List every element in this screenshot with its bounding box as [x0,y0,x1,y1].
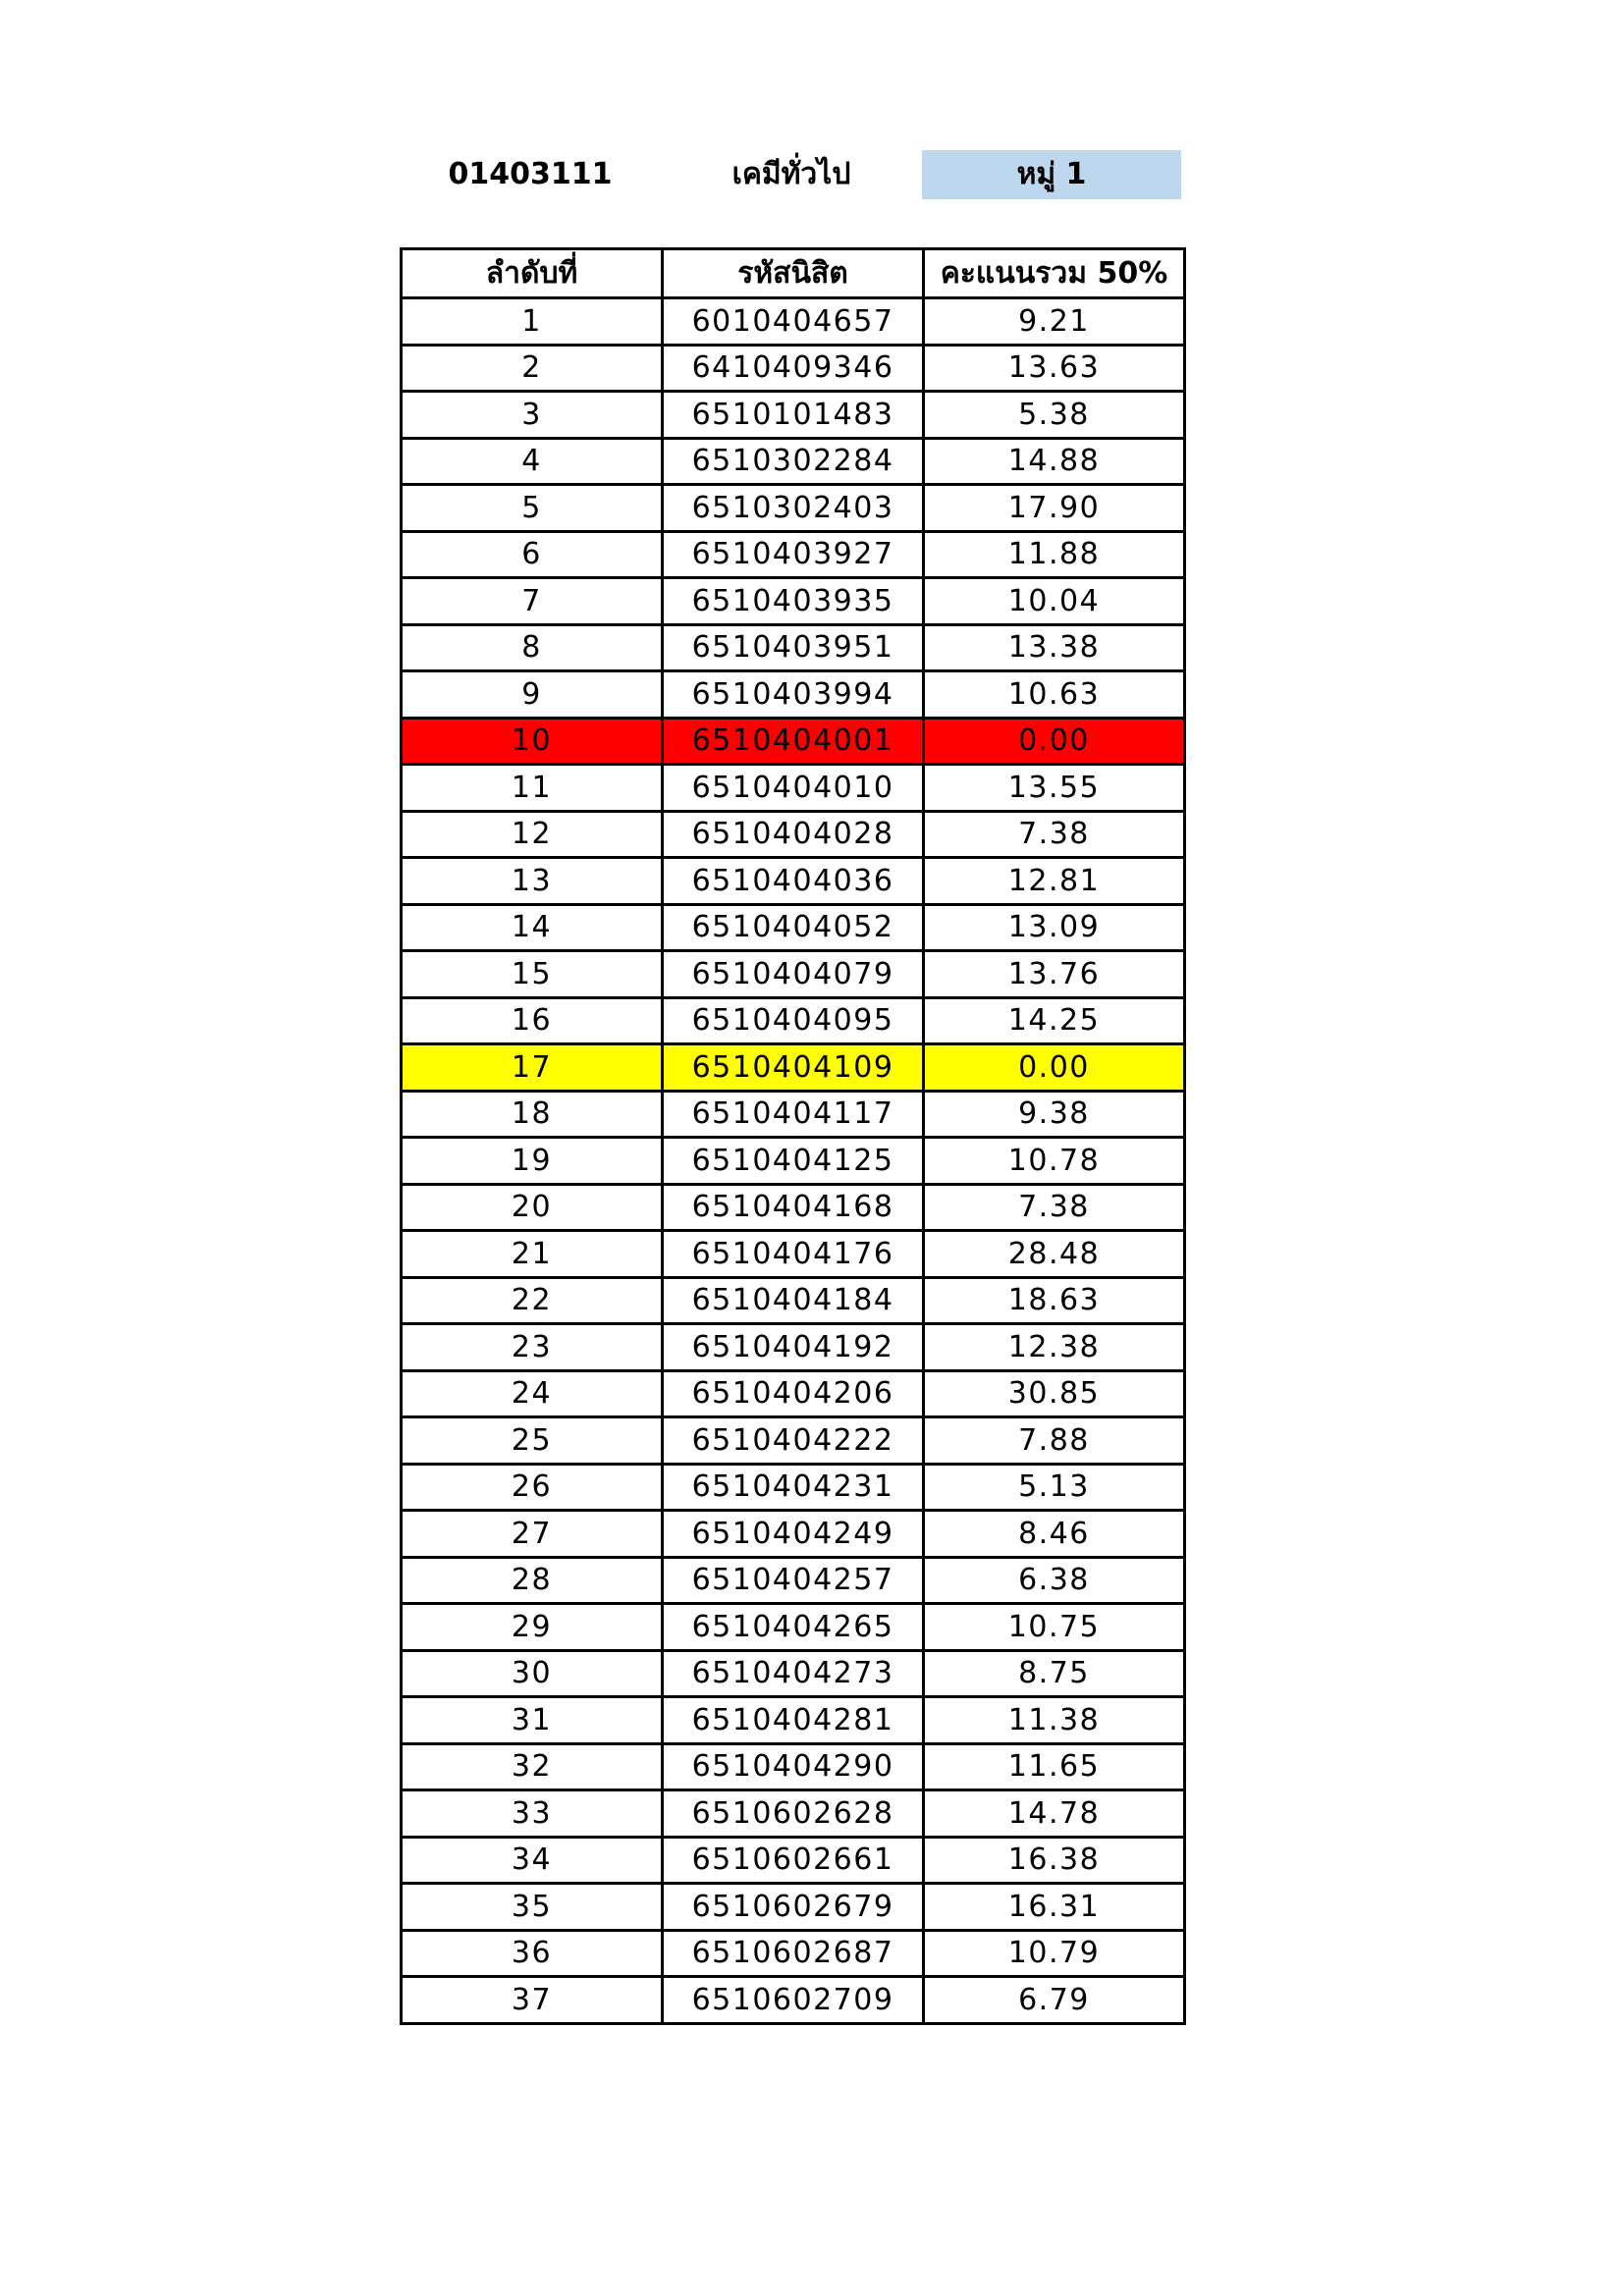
cell-order: 2 [402,345,663,392]
cell-total-score: 6.79 [924,1977,1185,2024]
table-row [402,1277,1185,1324]
cell-order: 37 [402,1977,663,2024]
cell-order: 25 [402,1417,663,1465]
cell-total-score: 10.75 [924,1604,1185,1651]
table-row [402,1370,1185,1417]
cell-order: 19 [402,1138,663,1185]
cell-student-id: 6510403935 [663,578,924,625]
cell-total-score: 8.46 [924,1511,1185,1558]
cell-student-id: 6510404273 [663,1650,924,1697]
cell-student-id: 6510404125 [663,1138,924,1185]
table-header-row [402,249,1185,298]
cell-total-score: 7.38 [924,1184,1185,1231]
table-row [402,718,1185,765]
table-row [402,1324,1185,1371]
table-row [402,485,1185,532]
cell-total-score: 0.00 [924,718,1185,765]
table-row [402,671,1185,719]
cell-total-score: 7.88 [924,1417,1185,1465]
cell-order: 13 [402,858,663,905]
cell-student-id: 6510404095 [663,997,924,1044]
cell-student-id: 6510602628 [663,1790,924,1838]
cell-order: 4 [402,438,663,485]
cell-total-score: 13.76 [924,951,1185,998]
cell-student-id: 6510404176 [663,1231,924,1278]
cell-student-id: 6510404168 [663,1184,924,1231]
cell-order: 36 [402,1930,663,1977]
table-row [402,1884,1185,1931]
table-row [402,438,1185,485]
cell-total-score: 10.04 [924,578,1185,625]
table-row [402,997,1185,1044]
section-label: หมู่ 1 [922,150,1181,199]
table-body [402,298,1185,2024]
table-row [402,624,1185,671]
table-row [402,531,1185,578]
cell-order: 11 [402,765,663,812]
cell-order: 12 [402,811,663,858]
table-row [402,578,1185,625]
column-header-total-score: คะแนนรวม 50% [924,249,1185,298]
table-row [402,1697,1185,1744]
cell-order: 27 [402,1511,663,1558]
cell-student-id: 6510404265 [663,1604,924,1651]
cell-order: 26 [402,1464,663,1511]
cell-order: 20 [402,1184,663,1231]
cell-order: 30 [402,1650,663,1697]
cell-order: 16 [402,997,663,1044]
cell-order: 23 [402,1324,663,1371]
cell-student-id: 6510602661 [663,1837,924,1884]
cell-total-score: 16.31 [924,1884,1185,1931]
table-row [402,811,1185,858]
cell-order: 15 [402,951,663,998]
cell-order: 24 [402,1370,663,1417]
cell-student-id: 6510404184 [663,1277,924,1324]
cell-order: 3 [402,392,663,439]
table-row [402,904,1185,951]
cell-order: 21 [402,1231,663,1278]
cell-student-id: 6510404281 [663,1697,924,1744]
column-header-order: ลำดับที่ [402,249,663,298]
cell-total-score: 17.90 [924,485,1185,532]
cell-student-id: 6510404001 [663,718,924,765]
table-row [402,1184,1185,1231]
cell-order: 33 [402,1790,663,1838]
cell-total-score: 13.63 [924,345,1185,392]
cell-student-id: 6510101483 [663,392,924,439]
cell-student-id: 6510602679 [663,1884,924,1931]
cell-total-score: 12.81 [924,858,1185,905]
table-row [402,1417,1185,1465]
cell-total-score: 11.38 [924,1697,1185,1744]
cell-student-id: 6510404036 [663,858,924,905]
cell-total-score: 9.38 [924,1091,1185,1138]
table-row [402,951,1185,998]
cell-order: 5 [402,485,663,532]
cell-student-id: 6510302284 [663,438,924,485]
table-row [402,392,1185,439]
cell-total-score: 14.88 [924,438,1185,485]
table-row [402,1743,1185,1790]
cell-order: 31 [402,1697,663,1744]
cell-student-id: 6510404206 [663,1370,924,1417]
table-row [402,1604,1185,1651]
course-code: 01403111 [448,157,613,191]
table-row [402,1930,1185,1977]
cell-total-score: 12.38 [924,1324,1185,1371]
cell-total-score: 28.48 [924,1231,1185,1278]
cell-student-id: 6510404249 [663,1511,924,1558]
table-row [402,858,1185,905]
table-row [402,1837,1185,1884]
table-row [402,1790,1185,1838]
cell-total-score: 6.38 [924,1557,1185,1604]
cell-student-id: 6510404231 [663,1464,924,1511]
cell-order: 10 [402,718,663,765]
cell-order: 14 [402,904,663,951]
cell-student-id: 6010404657 [663,298,924,346]
cell-order: 1 [402,298,663,346]
table-row [402,1464,1185,1511]
cell-order: 22 [402,1277,663,1324]
cell-order: 7 [402,578,663,625]
cell-total-score: 13.55 [924,765,1185,812]
cell-student-id: 6510404079 [663,951,924,998]
cell-total-score: 10.79 [924,1930,1185,1977]
cell-student-id: 6510302403 [663,485,924,532]
cell-total-score: 7.38 [924,811,1185,858]
cell-student-id: 6510403951 [663,624,924,671]
cell-order: 29 [402,1604,663,1651]
cell-student-id: 6510404222 [663,1417,924,1465]
cell-order: 6 [402,531,663,578]
cell-total-score: 16.38 [924,1837,1185,1884]
course-name: เคมีทั่วไป [731,157,851,191]
cell-order: 18 [402,1091,663,1138]
cell-total-score: 8.75 [924,1650,1185,1697]
cell-total-score: 5.13 [924,1464,1185,1511]
table-row [402,1138,1185,1185]
cell-total-score: 13.38 [924,624,1185,671]
cell-total-score: 14.25 [924,997,1185,1044]
table-row [402,1650,1185,1697]
cell-student-id: 6510404192 [663,1324,924,1371]
score-table [400,247,1186,2025]
cell-student-id: 6510404257 [663,1557,924,1604]
cell-total-score: 10.63 [924,671,1185,719]
table-row [402,1044,1185,1092]
cell-total-score: 30.85 [924,1370,1185,1417]
cell-total-score: 0.00 [924,1044,1185,1092]
table-row [402,1091,1185,1138]
table-row [402,1511,1185,1558]
cell-order: 8 [402,624,663,671]
cell-student-id: 6510404117 [663,1091,924,1138]
cell-total-score: 5.38 [924,392,1185,439]
cell-student-id: 6510403994 [663,671,924,719]
cell-student-id: 6510404109 [663,1044,924,1092]
cell-total-score: 11.88 [924,531,1185,578]
cell-order: 32 [402,1743,663,1790]
cell-student-id: 6510602687 [663,1930,924,1977]
cell-student-id: 6410409346 [663,345,924,392]
cell-student-id: 6510403927 [663,531,924,578]
cell-total-score: 13.09 [924,904,1185,951]
table-row [402,298,1185,346]
cell-total-score: 10.78 [924,1138,1185,1185]
cell-student-id: 6510404028 [663,811,924,858]
cell-student-id: 6510404052 [663,904,924,951]
cell-student-id: 6510404010 [663,765,924,812]
cell-order: 9 [402,671,663,719]
table-row [402,1231,1185,1278]
cell-order: 28 [402,1557,663,1604]
cell-total-score: 9.21 [924,298,1185,346]
table-row [402,345,1185,392]
cell-total-score: 18.63 [924,1277,1185,1324]
cell-total-score: 11.65 [924,1743,1185,1790]
table-row [402,765,1185,812]
cell-student-id: 6510404290 [663,1743,924,1790]
cell-order: 34 [402,1837,663,1884]
table-row [402,1977,1185,2024]
sheet-header [400,150,1181,199]
cell-total-score: 14.78 [924,1790,1185,1838]
table-row [402,1557,1185,1604]
cell-order: 17 [402,1044,663,1092]
cell-student-id: 6510602709 [663,1977,924,2024]
column-header-student-id: รหัสนิสิต [663,249,924,298]
cell-order: 35 [402,1884,663,1931]
